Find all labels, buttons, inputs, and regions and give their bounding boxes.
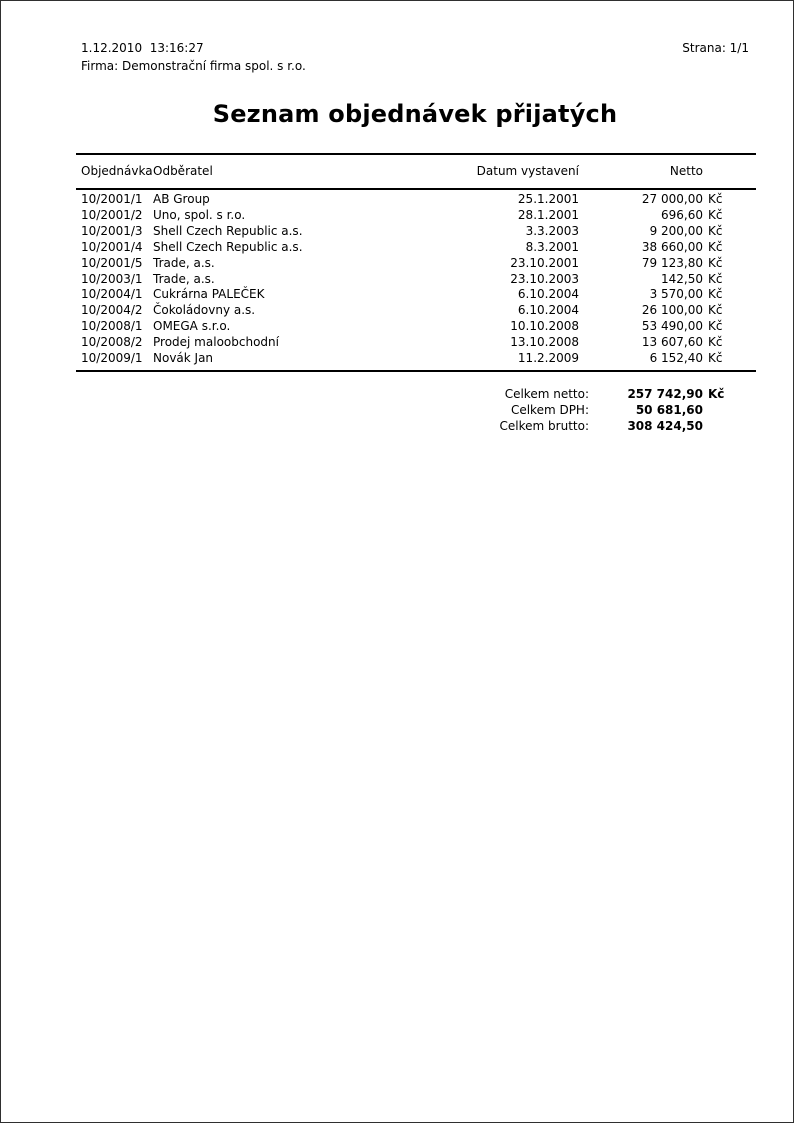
table-row bbox=[76, 351, 756, 367]
customer-cell: OMEGA s.r.o. bbox=[153, 319, 231, 334]
order-number-cell: 10/2008/2 bbox=[81, 335, 143, 350]
total-brutto-row bbox=[76, 418, 756, 434]
customer-cell: Čokoládovny a.s. bbox=[153, 303, 256, 318]
netto-amount-cell: 142,50 Kč bbox=[661, 271, 723, 286]
netto-amount-cell: 26 100,00 Kč bbox=[641, 303, 723, 318]
issue-date-cell: 25.1.2001 bbox=[517, 192, 579, 206]
issue-date-cell: 8.3.2001 bbox=[525, 239, 579, 254]
netto-amount-cell: 3 570,00 Kč bbox=[649, 287, 723, 302]
column-header-netto: Netto bbox=[669, 164, 703, 178]
table-row bbox=[76, 240, 756, 256]
total-brutto-value: 308 424,50 bbox=[627, 418, 703, 433]
orders-table-body bbox=[76, 190, 756, 370]
total-dph-row bbox=[76, 402, 756, 418]
table-row bbox=[76, 319, 756, 335]
issue-date-cell: 6.10.2004 bbox=[517, 303, 579, 318]
table-row bbox=[76, 256, 756, 272]
page-number-label: Strana: 1/1 bbox=[682, 41, 749, 55]
orders-table bbox=[76, 153, 756, 372]
table-row bbox=[76, 335, 756, 351]
column-header-date: Datum vystavení bbox=[476, 164, 579, 178]
total-brutto-label: Celkem brutto: bbox=[499, 418, 589, 433]
customer-cell: Uno, spol. s r.o. bbox=[153, 207, 246, 222]
totals-section bbox=[76, 386, 756, 434]
order-number-cell: 10/2003/1 bbox=[81, 271, 143, 286]
issue-date-cell: 23.10.2003 bbox=[510, 271, 579, 286]
netto-amount-cell: 79 123,80 Kč bbox=[641, 255, 723, 270]
netto-amount-cell: 9 200,00 Kč bbox=[649, 223, 723, 238]
table-header-row bbox=[76, 155, 756, 188]
issue-date-cell: 11.2.2009 bbox=[517, 351, 579, 366]
table-row bbox=[76, 224, 756, 240]
column-header-customer: Odběratel bbox=[153, 164, 213, 178]
total-netto-value: 257 742,90 Kč bbox=[627, 386, 725, 401]
issue-date-cell: 10.10.2008 bbox=[510, 319, 579, 334]
order-number-cell: 10/2004/2 bbox=[81, 303, 143, 318]
table-row bbox=[76, 287, 756, 303]
netto-amount-cell: 27 000,00 Kč bbox=[641, 192, 723, 206]
customer-cell: AB Group bbox=[153, 192, 210, 206]
order-number-cell: 10/2001/2 bbox=[81, 207, 143, 222]
column-header-order: Objednávka bbox=[81, 164, 153, 178]
issue-date-cell: 3.3.2003 bbox=[525, 223, 579, 238]
report-company: Firma: Demonstrační firma spol. s r.o. bbox=[81, 59, 306, 73]
customer-cell: Trade, a.s. bbox=[153, 255, 215, 270]
order-number-cell: 10/2009/1 bbox=[81, 351, 143, 366]
netto-amount-cell: 53 490,00 Kč bbox=[641, 319, 723, 334]
report-header bbox=[81, 39, 749, 75]
customer-cell: Cukrárna PALEČEK bbox=[153, 287, 265, 302]
order-number-cell: 10/2008/1 bbox=[81, 319, 143, 334]
issue-date-cell: 13.10.2008 bbox=[510, 335, 579, 350]
table-bottom-rule bbox=[76, 370, 756, 372]
order-number-cell: 10/2001/1 bbox=[81, 192, 143, 206]
table-row bbox=[76, 303, 756, 319]
customer-cell: Trade, a.s. bbox=[153, 271, 215, 286]
customer-cell: Shell Czech Republic a.s. bbox=[153, 239, 303, 254]
order-number-cell: 10/2001/5 bbox=[81, 255, 143, 270]
table-row bbox=[76, 192, 756, 208]
table-row bbox=[76, 208, 756, 224]
issue-date-cell: 6.10.2004 bbox=[517, 287, 579, 302]
customer-cell: Shell Czech Republic a.s. bbox=[153, 223, 303, 238]
issue-date-cell: 28.1.2001 bbox=[517, 207, 579, 222]
total-netto-label: Celkem netto: bbox=[504, 386, 589, 401]
report-header-left bbox=[81, 39, 306, 75]
report-title: Seznam objednávek přijatých bbox=[212, 100, 618, 128]
table-row bbox=[76, 272, 756, 288]
total-netto-row bbox=[76, 386, 756, 402]
order-number-cell: 10/2004/1 bbox=[81, 287, 143, 302]
report-datetime: 1.12.2010 13:16:27 bbox=[81, 41, 204, 55]
total-dph-value: 50 681,60 bbox=[635, 402, 703, 417]
customer-cell: Novák Jan bbox=[153, 351, 214, 366]
netto-amount-cell: 38 660,00 Kč bbox=[641, 239, 723, 254]
netto-amount-cell: 13 607,60 Kč bbox=[641, 335, 723, 350]
order-number-cell: 10/2001/3 bbox=[81, 223, 143, 238]
customer-cell: Prodej maloobchodní bbox=[153, 335, 279, 350]
netto-amount-cell: 6 152,40 Kč bbox=[649, 351, 723, 366]
total-dph-label: Celkem DPH: bbox=[510, 402, 589, 417]
issue-date-cell: 23.10.2001 bbox=[510, 255, 579, 270]
netto-amount-cell: 696,60 Kč bbox=[661, 207, 723, 222]
order-number-cell: 10/2001/4 bbox=[81, 239, 143, 254]
